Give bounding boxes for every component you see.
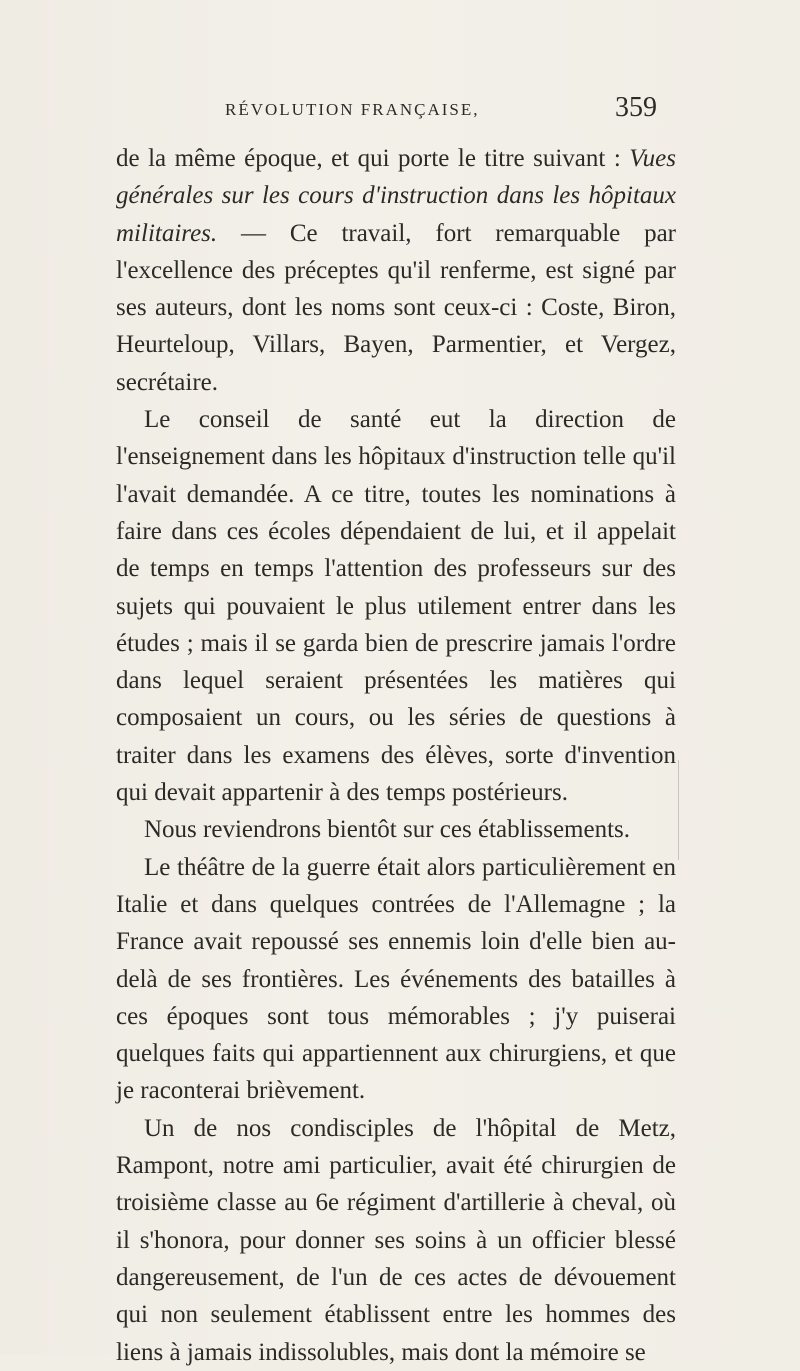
paragraph-3: Nous reviendrons bientôt sur ces établissements. bbox=[144, 816, 631, 844]
page-number: 359 bbox=[615, 92, 657, 123]
paragraph-1-lead: de la même époque, et qui porte le titre suivant : bbox=[116, 145, 621, 172]
page-edge-mark bbox=[678, 760, 679, 860]
paragraph-2: Le conseil de santé eut la direction de l'enseignement dans les hôpitaux d'instruction telle qu'il l'avait demandée. A ce titre, toutes les nominations à faire dans ces écoles dépendaient de lui, et il appelait de temps en temps l'attention des professeurs sur des sujets qui pouvaient le plus utilement entrer dans les études ; mais il se garda bien de prescrire jamais l'ordre dans lequel seraient présentées les matières qui composaient un cours, ou les séries de questions à traiter dans les examens des élèves, sorte d'invention qui devait appartenir à des temps postérieurs. bbox=[116, 406, 676, 807]
body-text bbox=[116, 140, 676, 1371]
paragraph-5: Un de nos condisciples de l'hôpital de Metz, Rampont, notre ami particulier, avait été chirurgien de troisième classe au 6e régiment d'artillerie à cheval, où il s'honora, pour donner ses soins à un officier blessé dangereusement, de l'un de ces actes de dévouement qui non seulement établissent entre les hommes des liens à jamais indissolubles, mais dont la mémoire se bbox=[116, 1114, 676, 1366]
paragraph-1-title-italic: Vues générales sur les cours d'instruction dans les hôpitaux militaires. bbox=[116, 145, 677, 247]
paragraph-1 bbox=[116, 140, 676, 401]
paragraph-1-rest: — Ce travail, fort remarquable par l'excellence des préceptes qu'il renferme, est signé par ses auteurs, dont les noms sont ceux-ci : Coste, Biron, Heurteloup, Villars, Bayen, Parmentier, et Vergez, secrétaire. bbox=[116, 219, 676, 396]
running-head-title: RÉVOLUTION FRANÇAISE, bbox=[225, 100, 480, 119]
running-head bbox=[0, 92, 800, 132]
paragraph-4: Le théâtre de la guerre était alors particulièrement en Italie et dans quelques contrées de l'Allemagne ; la France avait repoussé ses ennemis loin d'elle bien au-delà de ses frontières. Les événements des batailles à ces époques sont tous mémorables ; j'y puiserai quelques faits qui appartiennent aux chirurgiens, et que je raconterai brièvement. bbox=[116, 853, 676, 1105]
